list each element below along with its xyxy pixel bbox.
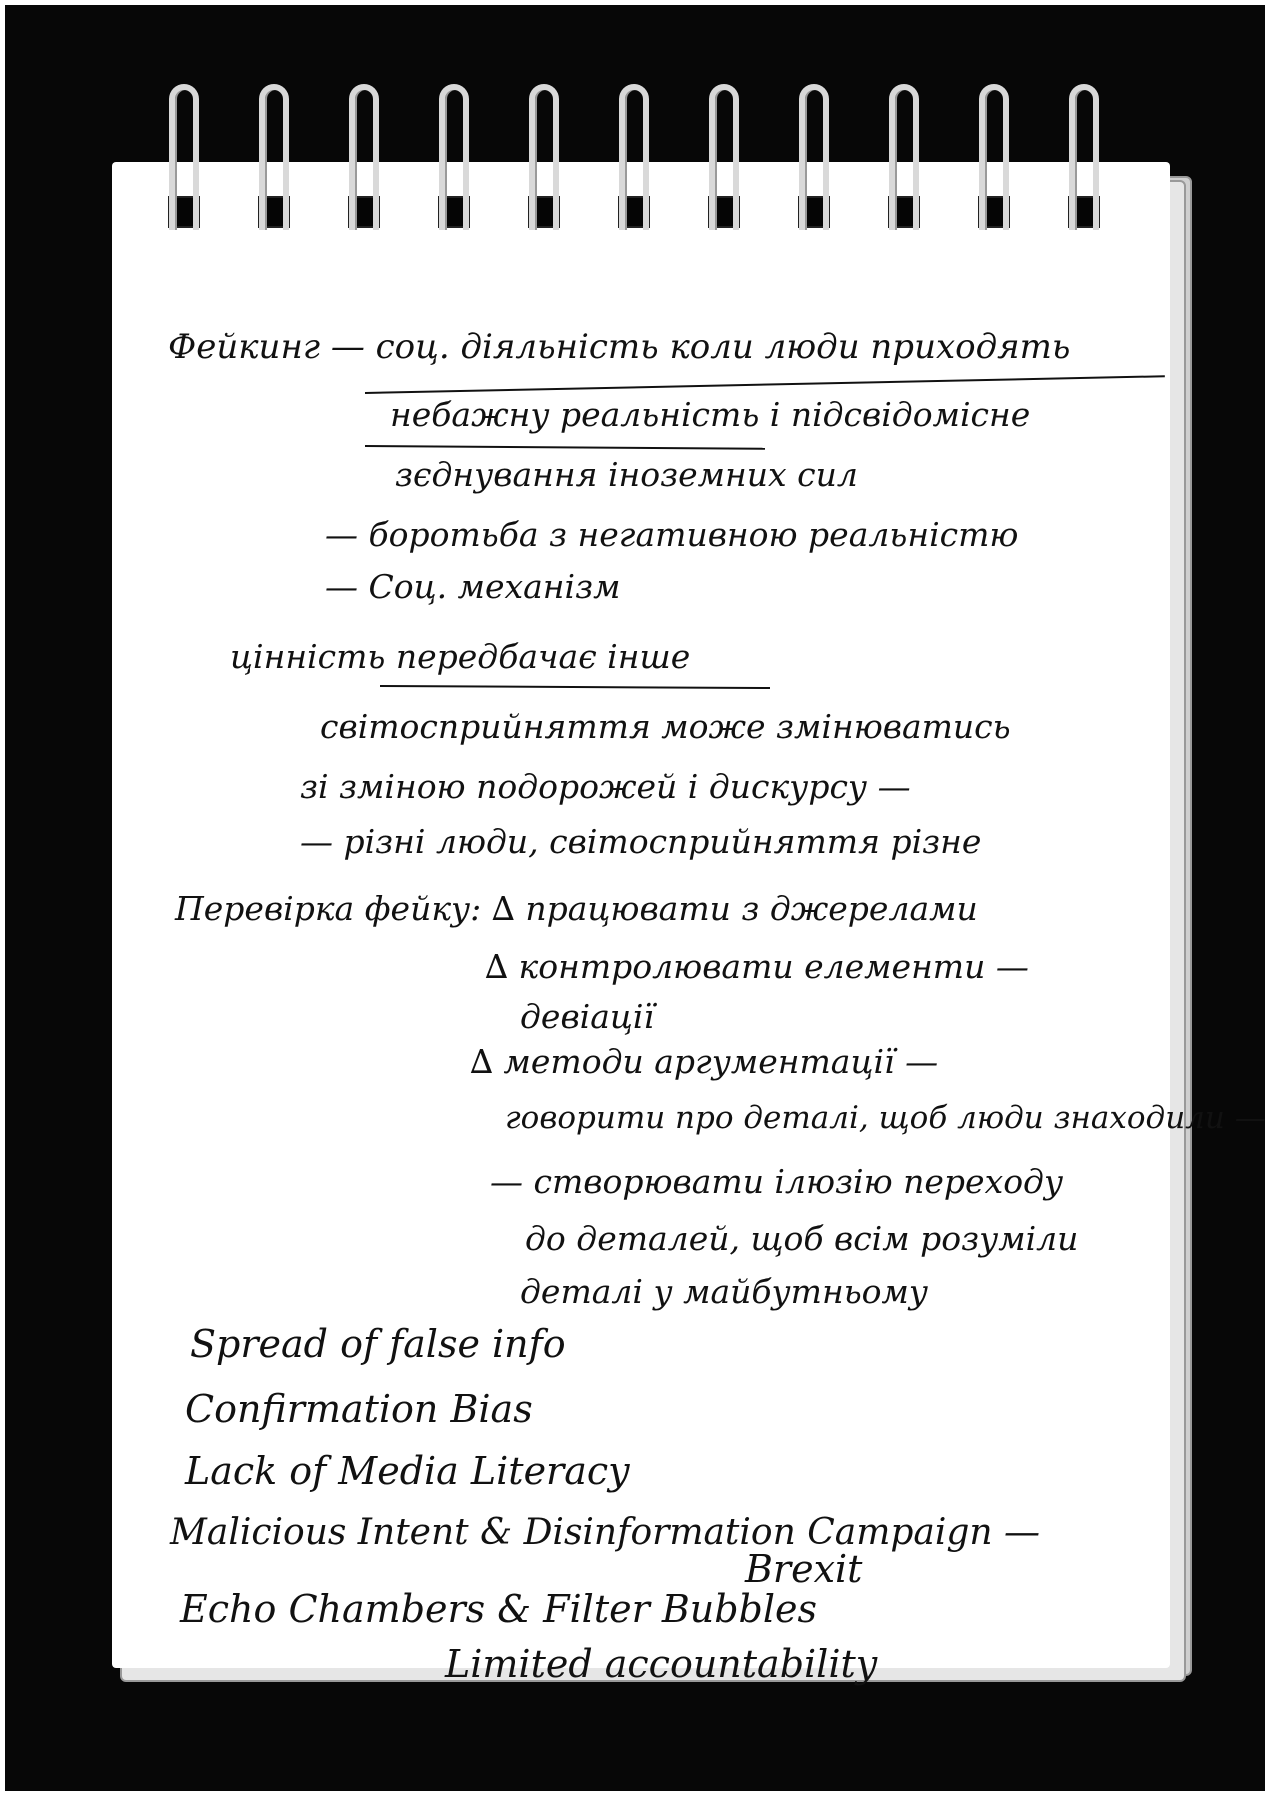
note-line: ∆ контролювати елементи —	[485, 947, 1029, 986]
note-line: цінність передбачає інше	[230, 637, 691, 676]
note-line: девіації	[520, 997, 655, 1036]
note-line: ∆ методи аргументації —	[470, 1042, 939, 1081]
note-line: зєднування іноземних сил	[395, 455, 858, 494]
note-line: деталі у майбутньому	[520, 1272, 929, 1311]
note-line: — різні люди, світосприйняття різне	[300, 822, 982, 861]
underline-rule	[380, 685, 770, 689]
note-line: Echo Chambers & Filter Bubbles	[180, 1587, 818, 1631]
note-line: Brexit	[745, 1547, 863, 1591]
note-line: Spread of false info	[190, 1322, 566, 1366]
note-line: — боротьба з негативною реальністю	[325, 515, 1019, 554]
underline-rule	[365, 375, 1165, 394]
note-line: Lack of Media Literacy	[185, 1449, 630, 1493]
note-line: говорити про деталі, щоб люди знаходили —	[505, 1100, 1266, 1136]
note-line: до деталей, щоб всім розуміли	[525, 1219, 1079, 1258]
note-line: небажну реальність і підсвідомісне	[390, 395, 1031, 434]
note-line: Фейкинг — соц. діяльність коли люди приходять	[168, 327, 1071, 367]
underline-rule	[365, 445, 765, 450]
note-line: Confirmation Bias	[185, 1387, 533, 1431]
note-line: — Соц. механізм	[325, 567, 621, 606]
note-line: світосприйняття може змінюватись	[320, 707, 1011, 746]
note-line: Перевірка фейку: ∆ працювати з джерелами	[175, 889, 978, 928]
note-line: Limited accountability	[445, 1642, 878, 1686]
note-line: зі зміною подорожей і дискурсу —	[300, 767, 911, 806]
note-line: Malicious Intent & Disinformation Campaign —	[170, 1512, 1041, 1553]
note-line: — створювати ілюзію переходу	[490, 1162, 1064, 1201]
